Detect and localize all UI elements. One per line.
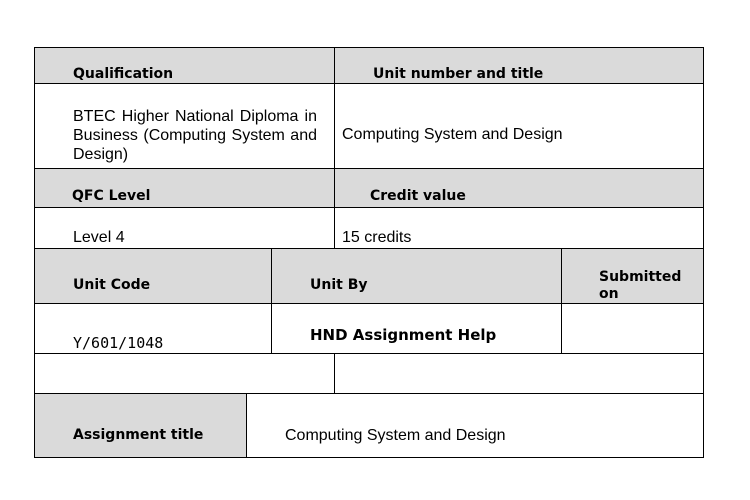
qfc-level-header-cell <box>34 168 335 208</box>
qualification-label: Qualification <box>73 66 174 82</box>
submitted-on-value-cell <box>561 303 704 354</box>
unit-by-value-cell <box>271 303 562 354</box>
unit-number-title-header-cell <box>334 47 704 84</box>
unit-number-title-value-cell <box>334 83 704 169</box>
assignment-title-label: Assignment title <box>73 427 204 443</box>
unit-by-label: Unit By <box>310 277 368 293</box>
submitted-on-header-cell <box>561 248 704 304</box>
unit-number-title-value: Computing System and Design <box>342 126 563 143</box>
assignment-title-header-cell <box>34 393 247 458</box>
assignment-title-value: Computing System and Design <box>285 427 506 444</box>
unit-by-value: HND Assignment Help <box>310 326 497 344</box>
qfc-level-value-cell <box>34 207 335 249</box>
credit-value-value-cell <box>334 207 704 249</box>
qfc-level-label: QFC Level <box>72 188 151 204</box>
submitted-on-label: Submitted on <box>599 269 682 302</box>
qualification-value-cell <box>34 83 335 169</box>
unit-code-value: Y/601/1048 <box>73 334 164 352</box>
unit-number-title-label: Unit number and title <box>373 66 544 82</box>
credit-value-header-cell <box>334 168 704 208</box>
qualification-value: BTEC Higher National Diploma in Business (Computing System and Design) <box>73 108 317 163</box>
blank-cell-left <box>34 353 335 394</box>
qfc-level-value: Level 4 <box>73 229 125 246</box>
qualification-header-cell <box>34 47 335 84</box>
unit-code-header-cell <box>34 248 272 304</box>
unit-code-value-cell <box>34 303 272 354</box>
credit-value-label: Credit value <box>370 188 466 204</box>
unit-by-header-cell <box>271 248 562 304</box>
blank-cell-right <box>334 353 704 394</box>
credit-value-value: 15 credits <box>342 229 412 246</box>
assignment-title-value-cell <box>246 393 704 458</box>
unit-code-label: Unit Code <box>73 277 151 293</box>
